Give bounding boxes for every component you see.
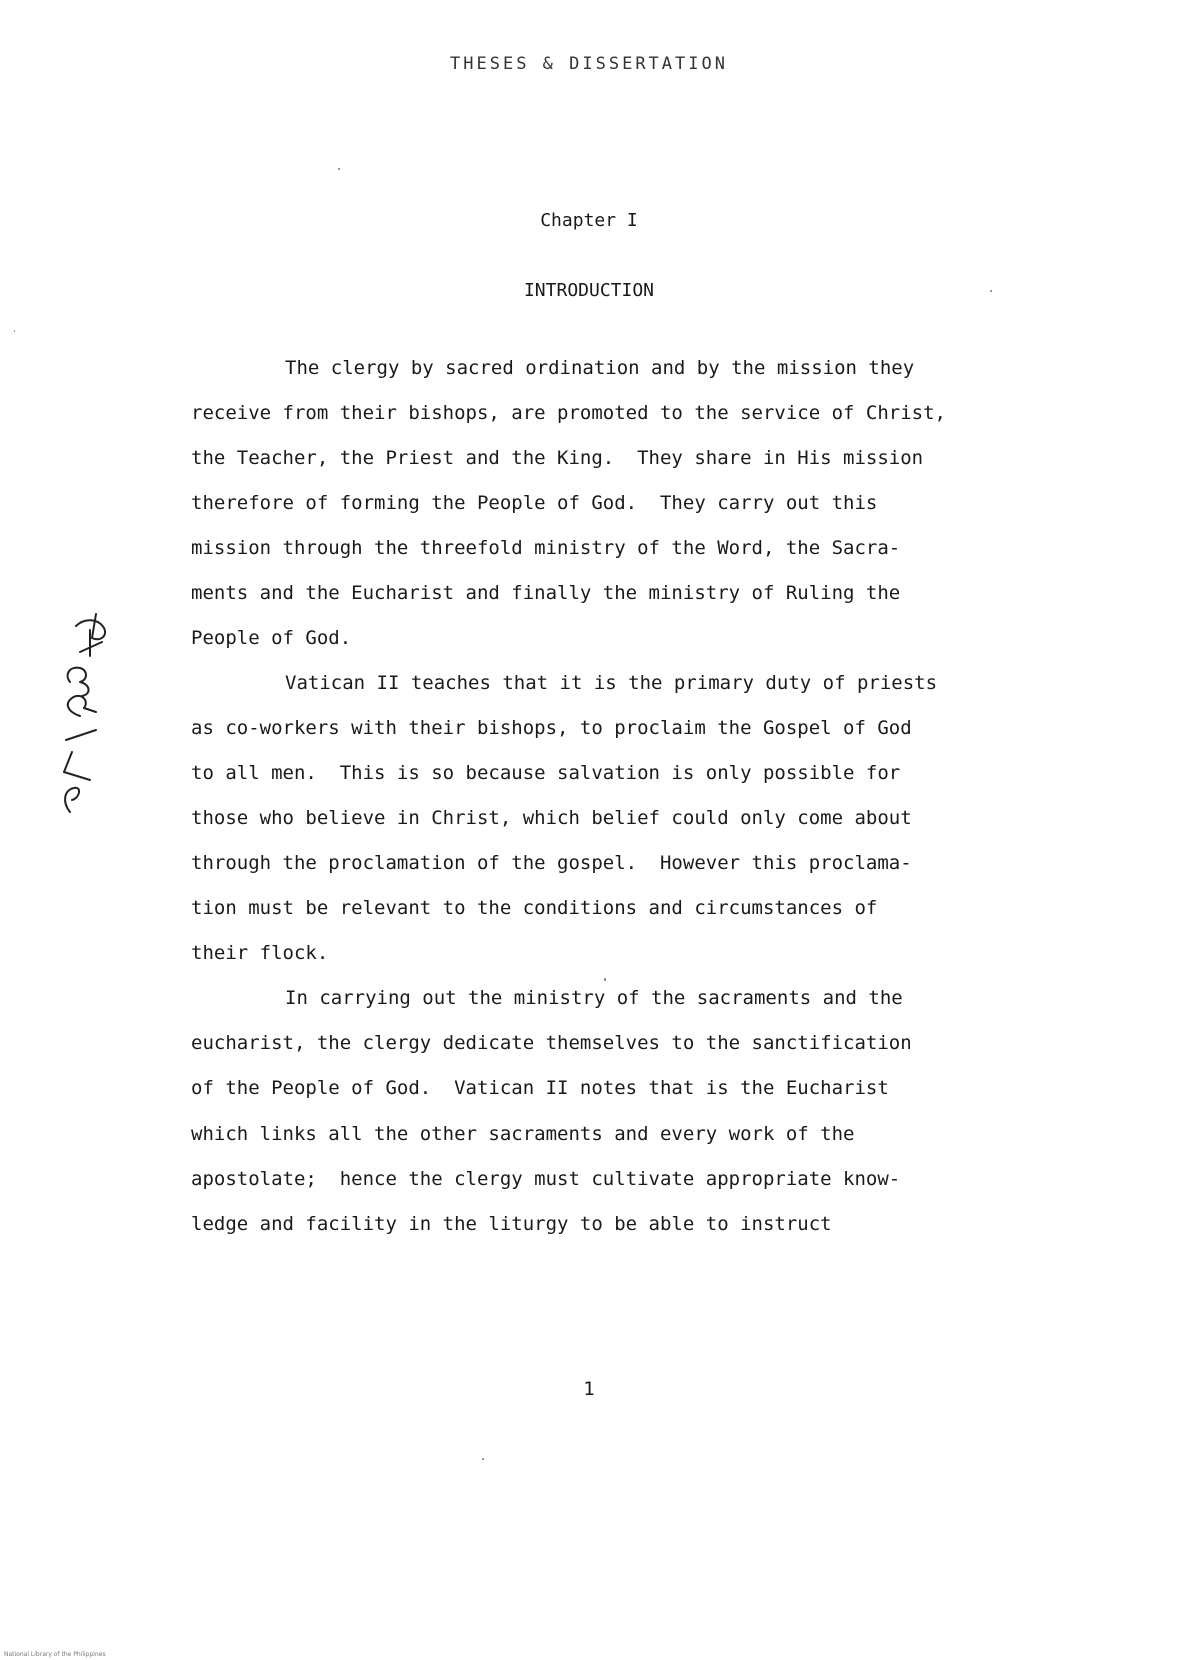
paragraph-line: eucharist, the clergy dedicate themselves to the sanctification <box>191 1032 912 1054</box>
paragraph-line: apostolate; hence the clergy must cultivate appropriate know- <box>191 1168 901 1190</box>
paragraph-line: mission through the threefold ministry of the Word, the Sacra- <box>191 537 901 559</box>
paragraph-line: their flock. <box>191 942 329 964</box>
paragraph-line: through the proclamation of the gospel. However this proclama- <box>191 852 912 874</box>
scan-speck <box>482 1458 484 1460</box>
paragraph-line: ledge and facility in the liturgy to be able to instruct <box>191 1213 832 1235</box>
paragraph-line: which links all the other sacraments and every work of the <box>191 1123 855 1145</box>
paragraph-line: to all men. This is so because salvation is only possible for <box>191 762 901 784</box>
scan-speck <box>990 290 992 292</box>
chapter-label: Chapter I <box>540 210 638 231</box>
paragraph-line: receive from their bishops, are promoted to the service of Christ, <box>191 402 946 424</box>
scan-footer: National Library of the Philippines <box>4 1651 106 1658</box>
scan-speck <box>604 978 606 981</box>
paragraph-line: ments and the Eucharist and finally the ministry of Ruling the <box>191 582 901 604</box>
paragraph-line: tion must be relevant to the conditions and circumstances of <box>191 897 878 919</box>
paragraph-line: People of God. <box>191 627 352 649</box>
scan-speck <box>14 330 15 332</box>
chapter-title: INTRODUCTION <box>523 280 655 301</box>
paragraph-line: The clergy by sacred ordination and by the mission they <box>285 357 915 379</box>
paragraph-line: as co-workers with their bishops, to proclaim the Gospel of God <box>191 717 912 739</box>
scan-speck <box>338 168 340 170</box>
paragraph-line: In carrying out the ministry of the sacraments and the <box>285 987 903 1009</box>
paragraph-line: therefore of forming the People of God. They carry out this <box>191 492 878 514</box>
paragraph-line: of the People of God. Vatican II notes that is the Eucharist <box>191 1077 889 1099</box>
handwritten-annotation <box>50 612 120 822</box>
paragraph-line: Vatican II teaches that it is the primary duty of priests <box>285 672 938 694</box>
theses-dissertation-stamp: THESES & DISSERTATION <box>450 54 728 74</box>
page-number: 1 <box>583 1378 595 1400</box>
paragraph-line: the Teacher, the Priest and the King. They share in His mission <box>191 447 924 469</box>
paragraph-line: those who believe in Christ, which belief could only come about <box>191 807 912 829</box>
